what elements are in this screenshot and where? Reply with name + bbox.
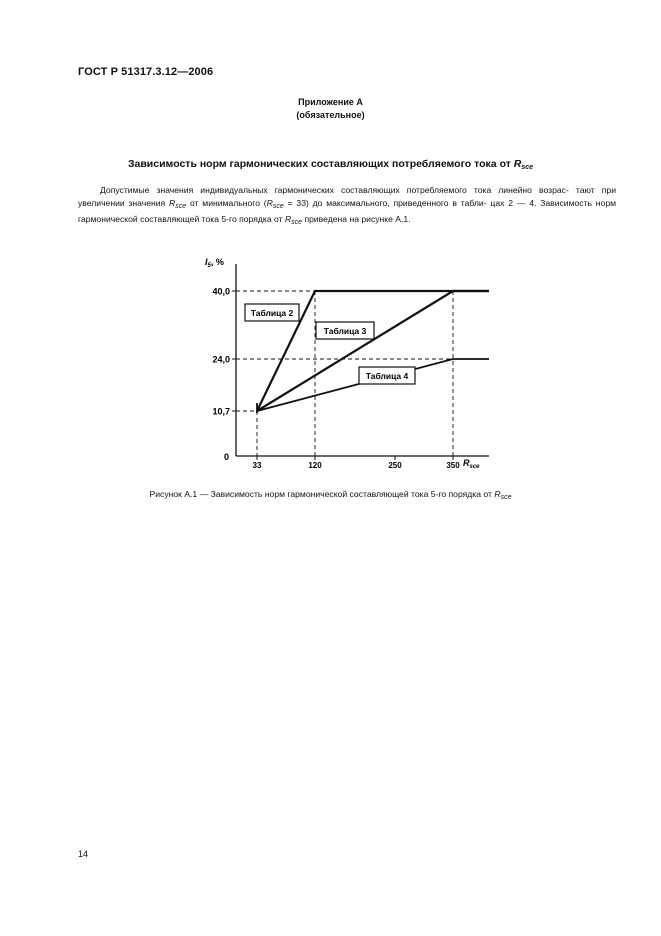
series-label: Таблица 4 <box>365 371 409 381</box>
y-tick-label: 40,0 <box>212 286 230 297</box>
section-title: Зависимость норм гармонических составляющих потребляемого тока от $R_{sce}$ <box>127 158 534 171</box>
x-tick-label: 350 <box>446 461 460 470</box>
body-paragraph: Допустимые значения индивидуальных гармонических составляющих потребляемого тока линейно возрас- тают при увеличении значения $R_{sce}$ от минимального $(R_{sce} = 33)$ до максимального, приведенного в табли- цах 2 — 4. Зависимость норм гармонической составляющей тока 5-го порядка от $R_{sce}$ приведена на рисунке А.1. <box>78 185 617 226</box>
series-label: Таблица 2 <box>250 308 294 318</box>
x-tick-label: 250 <box>388 461 402 470</box>
page-number: 14 <box>78 849 89 859</box>
x-tick-label: 33 <box>252 461 262 470</box>
annex-title: Приложение А <box>298 97 363 107</box>
x-tick-label: 120 <box>308 461 322 470</box>
x-axis-label: $R_{sce}$ <box>463 458 480 470</box>
y-axis-label: $I_5$, % <box>205 257 224 269</box>
series-label: Таблица 3 <box>323 326 367 336</box>
y-tick-label: 10,7 <box>212 406 230 417</box>
standard-header: ГОСТ Р 51317.3.12—2006 <box>78 66 214 78</box>
figure-caption: Рисунок А.1 — Зависимость норм гармонической составляющей тока 5-го порядка от $R_{sce}$ <box>149 489 512 501</box>
annex-status: (обязательное) <box>296 110 365 120</box>
x-origin-label: 0 <box>223 452 229 462</box>
y-tick-label: 24,0 <box>212 354 230 365</box>
